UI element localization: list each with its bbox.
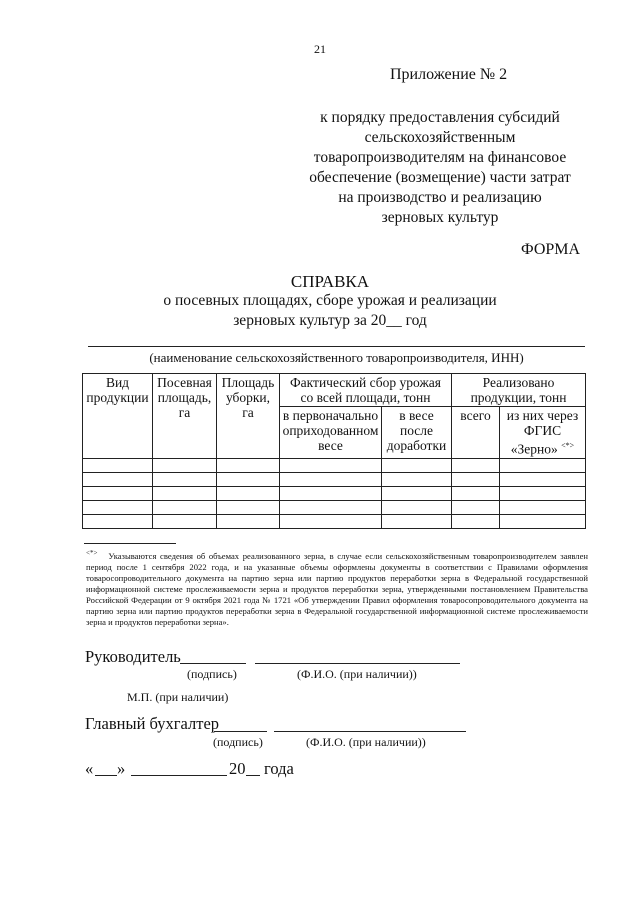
table-cell [382, 472, 452, 486]
appendix-line: зерновых культур [381, 209, 499, 226]
accountant-name-caption: (Ф.И.О. (при наличии)) [306, 735, 426, 749]
form-label: ФОРМА [521, 241, 581, 258]
table-cell [153, 500, 217, 514]
data-table [82, 373, 586, 529]
table-cell [382, 514, 452, 528]
table-cell [153, 514, 217, 528]
table-cell [280, 458, 382, 472]
header-sold-total: всего [452, 407, 500, 459]
table-cell [452, 500, 500, 514]
footnote-separator [84, 543, 176, 544]
table-cell [217, 500, 280, 514]
table-cell [83, 458, 153, 472]
table-cell [500, 486, 586, 500]
table-cell [280, 514, 382, 528]
head-signature-caption: (подпись) [187, 667, 237, 681]
date-suffix: года [264, 759, 294, 778]
header-sown-area: Посевная площадь, га [153, 374, 217, 459]
table-cell [500, 514, 586, 528]
stamp-caption: М.П. (при наличии) [127, 690, 229, 704]
document-title: СПРАВКА [290, 272, 370, 291]
table-row [83, 500, 586, 514]
head-signature-line[interactable] [180, 663, 246, 664]
table-cell [280, 486, 382, 500]
table-row [83, 486, 586, 500]
table-cell [500, 458, 586, 472]
table-row [83, 514, 586, 528]
accountant-label: Главный бухгалтер [85, 714, 220, 733]
table-cell [382, 500, 452, 514]
header-harvest-initial: в первоначально оприходованном весе [280, 407, 382, 459]
head-name-line[interactable] [255, 663, 460, 664]
table-cell [153, 472, 217, 486]
table-cell [280, 500, 382, 514]
table-cell [500, 472, 586, 486]
table-cell [217, 472, 280, 486]
footnote-marker: <*> [561, 441, 575, 450]
document-subtitle-year: зерновых культур за 20__ год [233, 312, 427, 329]
footnote-mark: <*> [86, 549, 98, 557]
table-cell [83, 472, 153, 486]
date-close-quote: » [117, 759, 126, 778]
header-product: Вид продукции [83, 374, 153, 459]
document-subtitle: о посевных площадях, сборе урожая и реализации [163, 292, 497, 309]
table-cell [217, 458, 280, 472]
table-cell [382, 458, 452, 472]
table-cell [83, 500, 153, 514]
header-harvest-final: в весе после доработки [382, 407, 452, 459]
table-cell [83, 486, 153, 500]
appendix-line: сельскохозяйственным [364, 129, 516, 146]
appendix-title: Приложение № 2 [390, 66, 508, 83]
table-cell [500, 500, 586, 514]
header-harvest-area: Площадь уборки, га [217, 374, 280, 459]
producer-name-line [88, 346, 585, 347]
producer-caption: (наименование сельскохозяйственного товаропроизводителя, ИНН) [149, 350, 524, 365]
table-cell [217, 514, 280, 528]
footnote [86, 548, 588, 628]
table-cell [452, 458, 500, 472]
table-cell [217, 486, 280, 500]
accountant-signature-line[interactable] [214, 731, 267, 732]
header-sold-group: Реализовано продукции, тонн [452, 374, 586, 407]
page-number: 21 [314, 42, 326, 56]
table-cell [153, 486, 217, 500]
table-row [83, 472, 586, 486]
table-cell [452, 486, 500, 500]
date-year-line[interactable] [246, 775, 260, 776]
head-name-caption: (Ф.И.О. (при наличии)) [297, 667, 417, 681]
accountant-signature-caption: (подпись) [213, 735, 263, 749]
appendix-line: на производство и реализацию [338, 189, 542, 206]
table-cell [153, 458, 217, 472]
head-label: Руководитель [85, 647, 181, 666]
accountant-name-line[interactable] [274, 731, 466, 732]
table-cell [452, 472, 500, 486]
appendix-line: обеспечение (возмещение) части затрат [309, 169, 571, 186]
appendix-line: к порядку предоставления субсидий [320, 109, 560, 126]
header-harvest-group: Фактический сбор урожая со всей площади, тонн [280, 374, 452, 407]
date-month-line[interactable] [131, 775, 227, 776]
footnote-text: Указываются сведения об объемах реализованного зерна, в случае если сельскохозяйственным товаропроизводителем заявлен период после 1 сентября 2022 года, и на указанные объемы оформлены документы в соответствии с Правилами оформления товаросопроводительного документа на партию зерна или партию продуктов переработки зерна в Федеральной государственной информационной системе прослеживаемости зерна и продуктов переработки зерна, утвержденными постановлением Правительства Российской Федерации от 9 октября 2021 года № 1721 «Об утверждении Правил оформления товаросопроводительного документа на партию зерна или партию продуктов переработки зерна в Федеральной государственной информационной системе прослеживаемости зерна и продуктов переработки зерна». [86, 550, 588, 627]
header-sold-fgis [500, 407, 586, 459]
table-cell [452, 514, 500, 528]
date-year-prefix: 20 [229, 759, 246, 778]
date-open-quote: « [85, 759, 94, 778]
table-cell [382, 486, 452, 500]
table-cell [280, 472, 382, 486]
header-sold-fgis-text: из них через ФГИС «Зерно» [506, 408, 579, 457]
table-cell [83, 514, 153, 528]
table-row [83, 458, 586, 472]
date-day-line[interactable] [95, 775, 117, 776]
table-header-row [83, 374, 586, 407]
appendix-line: товаропроизводителям на финансовое [313, 149, 567, 166]
